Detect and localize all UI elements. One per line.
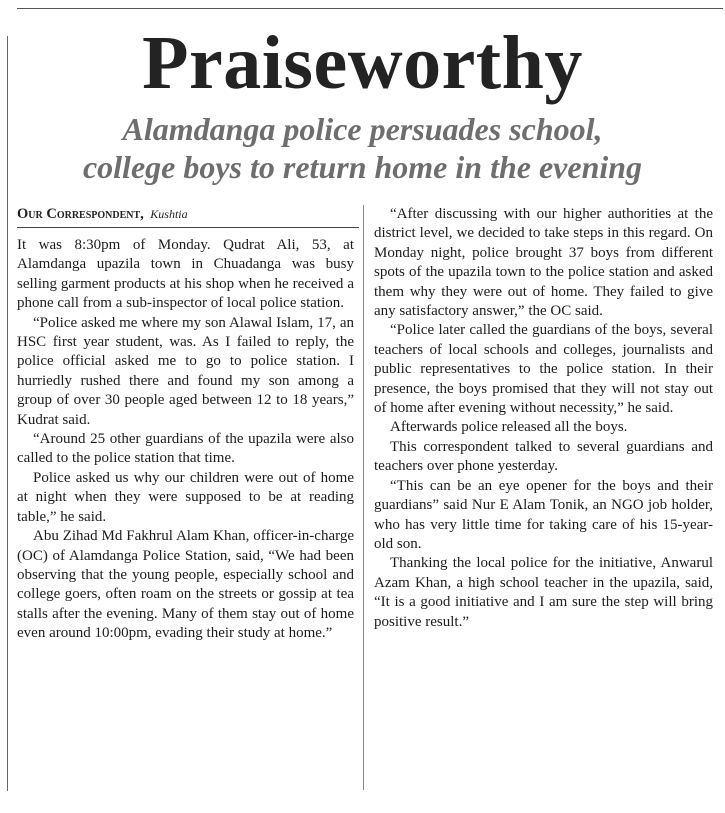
paragraph: Abu Zihad Md Fakhrul Alam Khan, officer-in-charge (OC) of Alamdanga Police Station, said, “We had been observing that the young people, especially school and college goers, often roam on the streets or gossip at tea stalls after the evening. Many of them stay out of home even around 10:00pm, evading their study at home.” — [17, 528, 354, 642]
paragraph: “Police asked me where my son Alawal Islam, 17, an HSC first year student, was. As I failed to reply, the police official asked me to go to police station. I hurriedly rushed there and found my son among a group of over 30 people aged between 12 to 18 years,” Kudrat said. — [17, 314, 354, 428]
paragraph: Police asked us why our children were out of home at night when they were supposed to be at reading table,” he said. — [17, 469, 354, 525]
headline: Praiseworthy — [142, 21, 583, 105]
paragraph: “Around 25 other guardians of the upazila were also called to the police station that time. — [17, 431, 354, 467]
paragraph: This correspondent talked to several guardians and teachers over phone yesterday. — [374, 438, 713, 475]
subheadline-line-1: Alamdanga police persuades school, — [122, 111, 603, 147]
paragraph: Afterwards police released all the boys. — [390, 419, 628, 436]
paragraph: “After discussing with our higher authorities at the district level, we decided to take steps in this regard. On Monday night, police brought 37 boys from different spots of the upazila town to the police station and asked them why they were out of home. They failed to give any satisfactory answer,” the OC said. — [374, 206, 713, 320]
subheadline-line-2: college boys to return home in the evening — [82, 149, 643, 185]
column-separator — [363, 205, 364, 790]
article-column-2 — [374, 205, 713, 632]
paragraph: “Police later called the guardians of the boys, several teachers of local schools and colleges, journalists and public representatives to the police station. In their presence, the boys promised that they will not stay out of home after evening without necessity,” he said. — [374, 322, 713, 417]
byline — [17, 206, 357, 223]
byline-location: Kushtia — [150, 207, 188, 221]
top-rule — [17, 8, 723, 9]
paragraph: Thanking the local police for the initiative, Anwarul Azam Khan, a high school teacher in the upazila, said, “It is a good initiative and I am sure the step will bring positive result.” — [374, 555, 713, 630]
paragraph: It was 8:30pm of Monday. Qudrat Ali, 53, at Alamdanga upazila town in Chuadanga was busy selling garment products at his shop when he received a phone call from a sub-inspector of local police station. — [17, 237, 354, 312]
byline-rule — [17, 227, 359, 228]
byline-author: Our Correspondent, — [17, 206, 144, 222]
subheadline — [0, 110, 725, 186]
paragraph: “This can be an eye opener for the boys and their guardians” said Nur E Alam Tonik, an NGO job holder, who has very little time for taking care of his 15-year-old son. — [374, 477, 713, 552]
article-column-1 — [17, 236, 354, 644]
